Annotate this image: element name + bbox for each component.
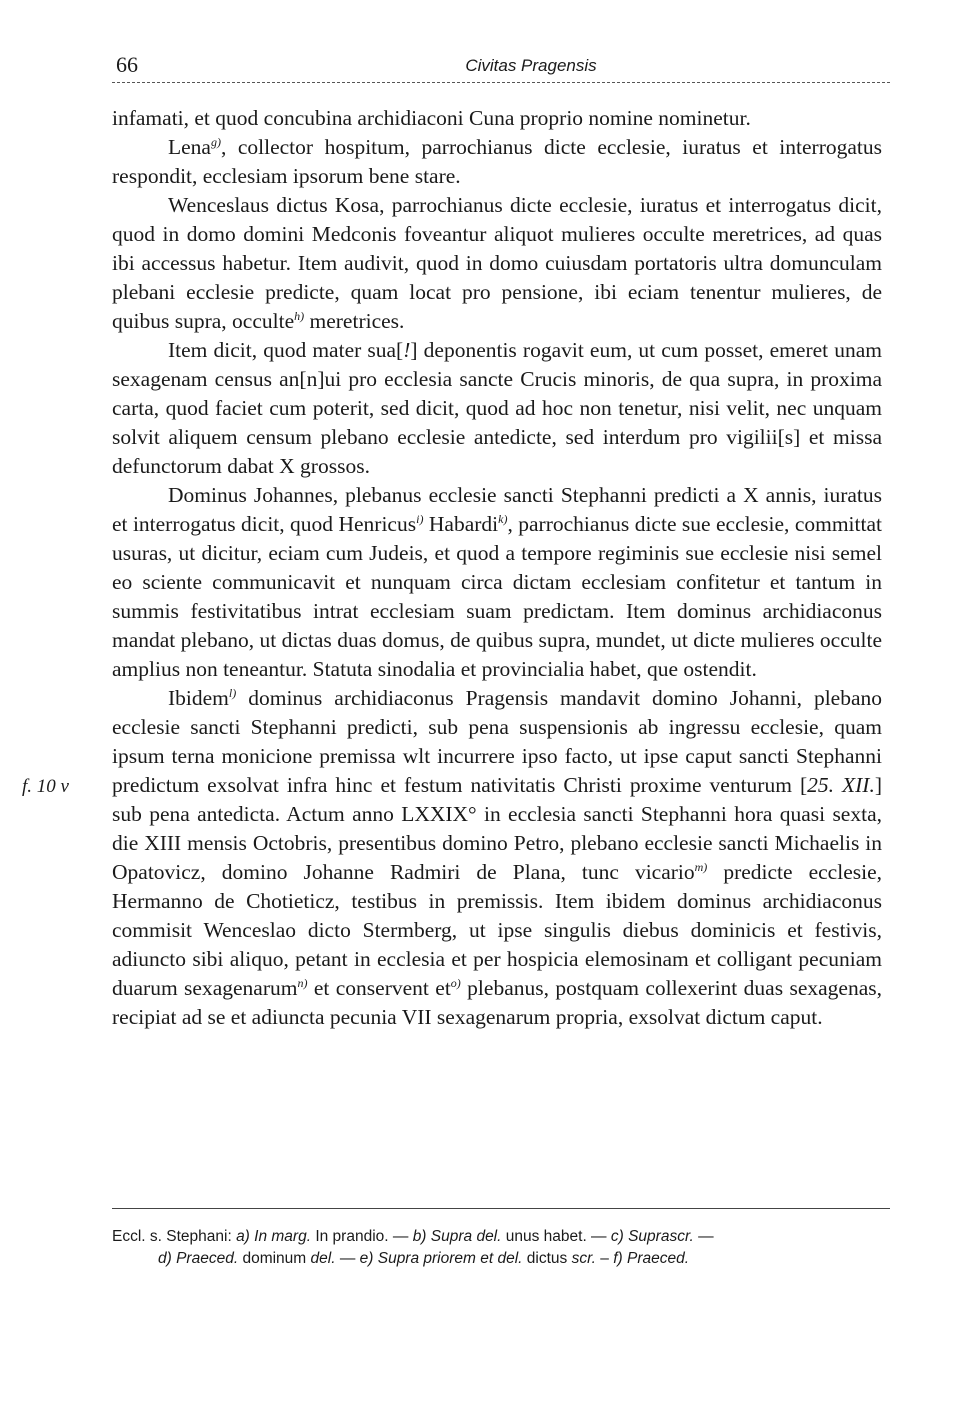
- text-run: Dominus Johannes, plebanus ecclesie sancti Stephanni predicti a X annis, iuratus et interrogatus dicit, quod Henricus: [112, 483, 882, 536]
- body-text: [112, 104, 882, 1032]
- text-run: Eccl. s. Stephani:: [112, 1228, 237, 1245]
- page-header: [112, 52, 890, 82]
- italic-text: del.: [310, 1250, 336, 1267]
- paragraph: [112, 684, 882, 1032]
- folio-margin-note: f. 10 v: [22, 776, 69, 797]
- text-run: dictus: [522, 1250, 572, 1267]
- footnote-line: [112, 1248, 882, 1270]
- footnote-line: [112, 1226, 882, 1248]
- text-run: , collector hospitum, parrochianus dicte ecclesie, iuratus et interrogatus respondit, ecclesiam ipsorum bene stare.: [112, 135, 882, 188]
- text-run: unus habet. —: [501, 1228, 611, 1245]
- text-run: —: [335, 1250, 360, 1267]
- running-title: Civitas Pragensis: [465, 56, 597, 75]
- header-rule: [112, 82, 890, 83]
- footnote-marker: h): [294, 308, 305, 323]
- paragraph: [112, 133, 882, 191]
- italic-text: 25. XII.: [807, 773, 875, 797]
- footnote-rule: [112, 1208, 890, 1209]
- text-run: ] sub pena antedicta. Actum anno LXXIX° in ecclesia sancti Stephanni hora quasi sexta, die XIII mensis Octobris, presentibus domino Petro, plebano ecclesie sancti Michaelis in Opatovicz, domino Johanne Radmiri de Plana, tunc vicario: [112, 773, 882, 884]
- text-run: –: [595, 1250, 614, 1267]
- italic-text: c) Suprascr.: [610, 1228, 694, 1245]
- text-run: infamati, et quod concubina archidiaconi Cuna proprio nomine nominetur.: [112, 106, 751, 130]
- text-run: Wenceslaus dictus Kosa, parrochianus dicte ecclesie, iuratus et interrogatus dicit, quod in domo domini Medconis foveantur aliquot mulieres occulte meretrices, ad quas ibi accessus habetur. Item audivit, quod in domo cuiusdam portatoris ultra domunculam plebani ecclesie predicte, quam locat pro pensione, ibi eciam tenentur mulieres, de quibus supra, occulte: [112, 193, 882, 333]
- page-number: 66: [116, 52, 138, 77]
- text-run: meretrices.: [304, 309, 405, 333]
- text-run: ] deponentis rogavit eum, ut cum posset, emeret unam sexagenam census an[n]ui pro ecclesia sancte Crucis minoris, de qua supra, in proxima carta, quod faciet cum poterit, sed dicit, quod ad hoc non tenetur, nisi velit, nec unquam solvit aliquem censum plebano ecclesie antedicte, sed interdum pro vigilii[s] et missa defunctorum dabat X grossos.: [112, 338, 882, 478]
- text-run: In prandio. —: [311, 1228, 413, 1245]
- text-run: Item dicit, quod mater sua[: [168, 338, 404, 362]
- text-run: Lena: [168, 135, 211, 159]
- footnote-marker: g): [210, 134, 221, 149]
- italic-text: scr.: [571, 1250, 596, 1267]
- italic-text: e) Supra priorem et del.: [359, 1250, 523, 1267]
- text-run: , parrochianus dicte sue ecclesie, committat usuras, ut dicitur, eciam cum Judeis, et quod a tempore regiminis sue ecclesie nisi semel eo sciente communicavit et nunquam circa dictam ecclesiam confitetur et tantum in summis festivitatibus intrat ecclesiam suam predictam. Item dominus archidiaconus mandat plebano, ut dictas duas domus, de quibus supra, mundet, ut dicte mulieres occulte amplius non teneantur. Statuta sinodalia et provincialia habet, que ostendit.: [112, 512, 882, 681]
- text-run: plebanus, postquam collexerint duas sexagenas, recipiat ad se et adiuncta pecunia VII sexagenarum propria, exsolvat dictum caput.: [112, 976, 882, 1029]
- footnote-marker: l): [228, 685, 237, 700]
- footnote-marker: i): [416, 511, 424, 526]
- paragraph: [112, 336, 882, 481]
- italic-text: a) In marg.: [236, 1228, 312, 1245]
- italic-text: b) Supra del.: [412, 1228, 502, 1245]
- text-run: Habardi: [423, 512, 499, 536]
- text-run: Ibidem: [168, 686, 229, 710]
- paragraph: [112, 481, 882, 684]
- italic-text: !: [403, 338, 411, 362]
- footnote-marker: k): [498, 511, 508, 526]
- paragraph: [112, 191, 882, 336]
- text-run: et conservent et: [307, 976, 451, 1000]
- italic-text: d) Praeced.: [158, 1250, 239, 1267]
- footnotes: [112, 1226, 882, 1270]
- paragraph: [112, 104, 882, 133]
- footnote-marker: m): [694, 859, 708, 874]
- text-run: dominus archidiaconus Pragensis mandavit domino Johanni, plebano ecclesie sancti Stephanni predicti, sub pena suspensionis ab ingressu ecclesie, quam ipsum terna monicione premissa wlt incurrere ipso facto, ut ipse caput sancti Stephanni predictum exsolvat infra hinc et festum nativitatis Christi proxime venturum [: [112, 686, 882, 797]
- text-run: predicte ecclesie, Hermanno de Chotieticz, testibus in premissis. Item ibidem dominus archidiaconus commisit Wenceslao dicto Stermberg, ut ipse singulis diebus dominicis et festivis, adiuncto sibi aliquo, petant in ecclesia et per hospicia elemosinam et colligant pecuniam duarum sexagenarum: [112, 860, 882, 1000]
- footnote-marker: n): [297, 975, 308, 990]
- text-run: —: [693, 1228, 714, 1245]
- footnote-marker: o): [450, 975, 461, 990]
- text-run: dominum: [238, 1250, 311, 1267]
- italic-text: f) Praeced.: [613, 1250, 690, 1267]
